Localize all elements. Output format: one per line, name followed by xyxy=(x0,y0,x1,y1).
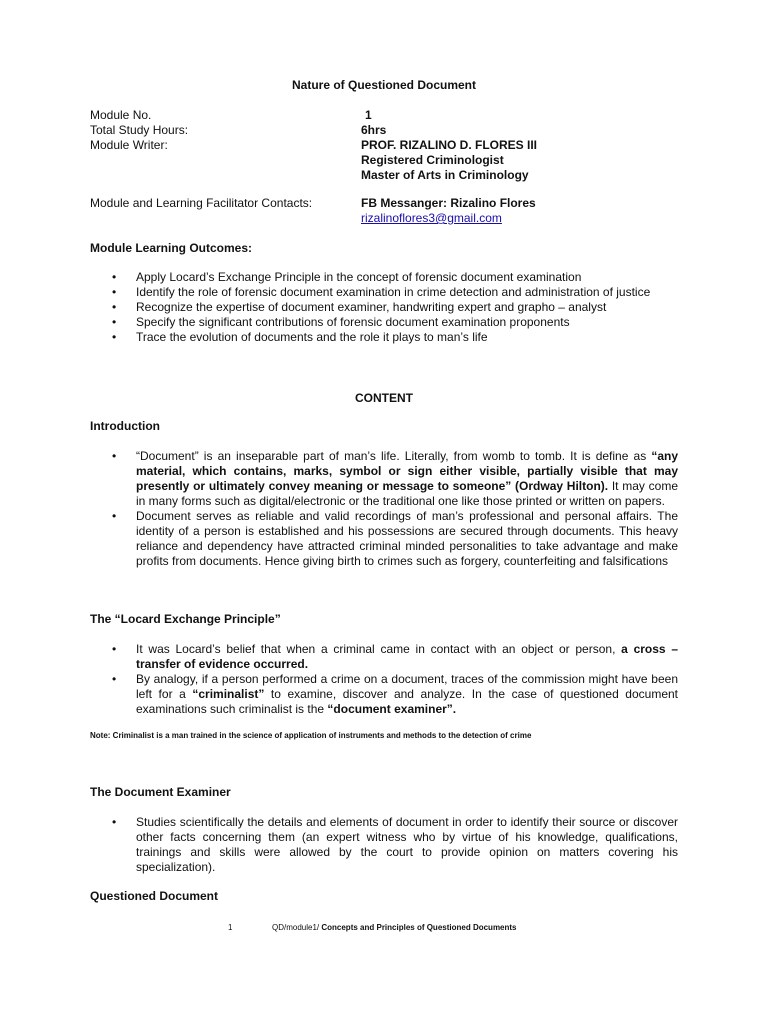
list-item: • Studies scientifically the details and elements of document in order to identify their source or discover other facts concerning them (an expert witness who by virtue of his knowledge, qualifications, trainings and skills were allowed by the court to provide opinion on matters covering his specialization). xyxy=(112,815,678,874)
list-item: • It was Locard’s belief that when a criminal came in contact with an object or person, a cross – transfer of evidence occurred. xyxy=(112,642,679,671)
module-no-label: Module No. xyxy=(90,108,152,122)
list-item: • “Document” is an inseparable part of man’s life. Literally, from womb to tomb. It is define as “any material, which contains, marks, symbol or sign either visible, partially visible that may presently or ultimately convey meaning or message to someone” (Ordway Hilton). It may come in many forms such as digital/electronic or the traditional one like those printed or written on papers. xyxy=(112,449,678,508)
examiner-heading: The Document Examiner xyxy=(90,785,231,799)
list-item: • Apply Locard’s Exchange Principle in the concept of forensic document examination xyxy=(112,270,582,284)
bullet-icon: • xyxy=(112,642,117,656)
study-hours-label: Total Study Hours: xyxy=(90,123,189,137)
list-item: • Document serves as reliable and valid recordings of man’s professional and personal affairs. The identity of a person is established and his possessions are secured through documents. This heavy reliance and dependency have attracted criminal minded personalities to take advantage and make profits from documents. Hence giving birth to crimes such as forgery, counterfeiting and falsifications xyxy=(112,509,678,568)
module-no-value: 1 xyxy=(365,108,372,122)
criminalist-note: Note: Criminalist is a man trained in the science of application of instruments and methods to the detection of crime xyxy=(90,731,532,740)
outcomes-heading: Module Learning Outcomes: xyxy=(90,241,253,255)
bullet-icon: • xyxy=(112,270,117,284)
content-heading: CONTENT xyxy=(355,391,413,405)
document-title: Nature of Questioned Document xyxy=(291,78,476,92)
list-item: • Specify the significant contributions of forensic document examination proponents xyxy=(112,315,570,329)
bullet-icon: • xyxy=(112,449,117,463)
bullet-icon: • xyxy=(112,815,117,829)
contacts-fb: FB Messanger: Rizalino Flores xyxy=(361,196,536,210)
outcomes-list xyxy=(90,270,678,345)
list-item: • By analogy, if a person performed a crime on a document, traces of the commission might have been left for a “criminalist” to examine, discover and analyze. In the case of questioned document examinations such criminalist is the “document examiner”. xyxy=(112,672,679,716)
locard-heading: The “Locard Exchange Principle” xyxy=(90,612,281,626)
writer-title1: Registered Criminologist xyxy=(361,153,504,167)
contacts-email-link[interactable]: rizalinoflores3@gmail.com xyxy=(361,211,502,225)
footer-page-number: 1 xyxy=(228,923,233,932)
examiner-list xyxy=(90,815,678,875)
contacts-label: Module and Learning Facilitator Contacts: xyxy=(90,196,313,210)
bullet-icon: • xyxy=(112,300,117,314)
bullet-icon: • xyxy=(112,315,117,329)
bullet-icon: • xyxy=(112,672,117,686)
list-item: • Trace the evolution of documents and the role it plays to man’s life xyxy=(112,330,488,344)
bullet-icon: • xyxy=(112,285,117,299)
list-item: • Identify the role of forensic document examination in crime detection and administration of justice xyxy=(112,285,651,299)
locard-list xyxy=(90,642,678,717)
study-hours-value: 6hrs xyxy=(361,123,387,137)
footer-text: QD/module1/ Concepts and Principles of Questioned Documents xyxy=(272,923,517,932)
introduction-heading: Introduction xyxy=(90,419,160,433)
questioned-document-heading: Questioned Document xyxy=(90,889,219,903)
writer-label: Module Writer: xyxy=(90,138,168,152)
bullet-icon: • xyxy=(112,330,117,344)
writer-title2: Master of Arts in Criminology xyxy=(361,168,529,182)
introduction-list xyxy=(90,449,678,569)
bullet-icon: • xyxy=(112,509,117,523)
list-item: • Recognize the expertise of document examiner, handwriting expert and grapho – analyst xyxy=(112,300,607,314)
writer-name: PROF. RIZALINO D. FLORES III xyxy=(361,138,538,152)
